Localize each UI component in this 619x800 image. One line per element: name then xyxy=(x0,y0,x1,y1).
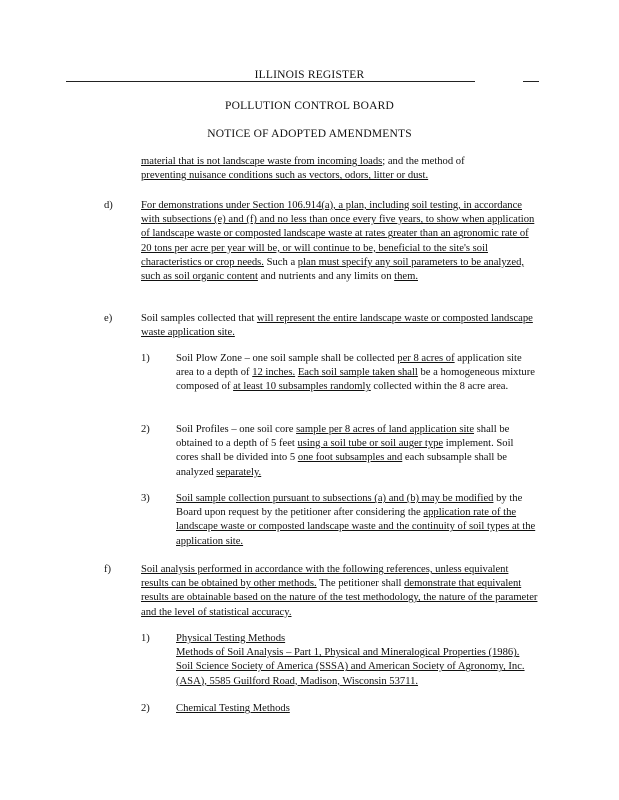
section-d-underlined-2: plan must specify any soil parameters to be analyzed, such as soil organic content xyxy=(141,256,525,283)
e2-underlined-4: separately. xyxy=(216,466,262,478)
section-e-item-1-paragraph xyxy=(176,352,538,395)
header-rule-short xyxy=(523,81,539,82)
section-e-underlined-1: will represent the entire landscape waste or composted landscape waste application site. xyxy=(141,313,533,339)
section-d-underlined-1: For demonstrations under Section 106.914(a), a plan, including soil testing, in accordance with subsections (e) and (f) and no less than once every five years, to show when application of landscape waste or composted landscape waste at rates greater than an agronomic rate of 20 tons per acre per year will be, or will continue to be, beneficial to the site's soil characteristics or crop needs. xyxy=(141,200,535,268)
e1-underlined-4: at least 10 subsamples randomly xyxy=(233,381,371,393)
section-e-item-3-label: 3) xyxy=(141,493,150,504)
continuation-underlined-1: material that is not landscape waste from incoming loads xyxy=(141,156,383,167)
e1-text-1: Soil Plow Zone – one soil sample shall be collected xyxy=(176,353,398,364)
e3-underlined-2: application rate of the landscape waste or composted landscape waste and the continuity of soil types at the application site. xyxy=(176,507,536,547)
section-e-item-3-paragraph xyxy=(176,492,538,549)
section-f-underlined-1: Soil analysis performed in accordance with the following references, unless equivalent results can be obtained by other methods. xyxy=(141,564,509,590)
section-d-text-2: and nutrients and any limits on xyxy=(257,271,395,283)
continuation-text-1: ; and the method of xyxy=(382,156,465,167)
section-e-text-1: Soil samples collected that xyxy=(141,313,257,324)
board-title: POLLUTION CONTROL BOARD xyxy=(224,100,394,112)
header-rule xyxy=(66,81,475,82)
e1-underlined-1: per 8 acres of xyxy=(397,353,455,364)
e3-underlined-1: Soil sample collection pursuant to subsections (a) and (b) may be modified xyxy=(176,493,494,504)
e3-text-1: by the Board upon request by the petitioner after considering the xyxy=(176,493,523,519)
e2-underlined-2: using a soil tube or soil auger type xyxy=(297,438,444,450)
f2-title: Chemical Testing Methods xyxy=(176,703,290,714)
section-e-item-2-label: 2) xyxy=(141,424,150,435)
section-f-item-2-label: 2) xyxy=(141,703,150,714)
e2-text-2: shall be obtained to a depth of 5 feet xyxy=(176,424,510,450)
section-e-item-1-label: 1) xyxy=(141,353,150,364)
section-f-label: f) xyxy=(104,564,112,575)
section-f-paragraph xyxy=(141,563,538,620)
section-e-item-2-paragraph xyxy=(176,423,538,480)
section-f-item-1-paragraph xyxy=(176,632,538,689)
section-d-label: d) xyxy=(104,200,113,211)
continuation-underlined-2: preventing nuisance conditions such as vectors, odors, litter or dust. xyxy=(141,170,429,182)
section-f-item-2-paragraph xyxy=(176,702,538,716)
e2-underlined-3: one foot subsamples and xyxy=(297,452,403,464)
e1-underlined-2: 12 inches. xyxy=(252,367,296,379)
section-f-text-1: The petitioner shall xyxy=(316,578,405,590)
e2-text-3: implement. Soil cores shall be divided into 5 xyxy=(176,438,514,464)
continuation-paragraph xyxy=(141,155,541,183)
section-d-text-1: Such a xyxy=(263,256,298,268)
e1-text-5: collected within the 8 acre area. xyxy=(370,381,509,393)
e2-underlined-1: sample per 8 acres of land application site xyxy=(296,424,475,435)
section-f-item-1-label: 1) xyxy=(141,633,150,644)
f1-body: Methods of Soil Analysis – Part 1, Physical and Mineralogical Properties (1986). Soil Science Society of America (SSSA) and American Society of Agronomy, Inc. (ASA), 5585 Guilford Road, Madison, Wisconsin 53711. xyxy=(176,647,525,687)
e1-text-2: application site area to a depth of xyxy=(176,353,522,379)
e2-text-4: each subsample shall be analyzed xyxy=(176,452,507,478)
section-f-underlined-2: demonstrate that equivalent results are obtainable based on the nature of the test methodology, the nature of the parameter and the level of statistical accuracy. xyxy=(141,578,538,618)
section-d-paragraph xyxy=(141,199,538,284)
section-d-underlined-3: them. xyxy=(394,271,418,283)
e1-text-4: be a homogeneous mixture composed of xyxy=(176,367,535,393)
notice-title: NOTICE OF ADOPTED AMENDMENTS xyxy=(207,128,412,140)
e2-text-1: Soil Profiles – one soil core xyxy=(176,424,297,435)
section-e-label: e) xyxy=(104,313,113,324)
register-title: ILLINOIS REGISTER xyxy=(254,69,365,81)
section-e-paragraph xyxy=(141,312,538,340)
f1-title: Physical Testing Methods xyxy=(176,633,286,644)
e1-underlined-3: Each soil sample taken shall xyxy=(297,367,418,379)
